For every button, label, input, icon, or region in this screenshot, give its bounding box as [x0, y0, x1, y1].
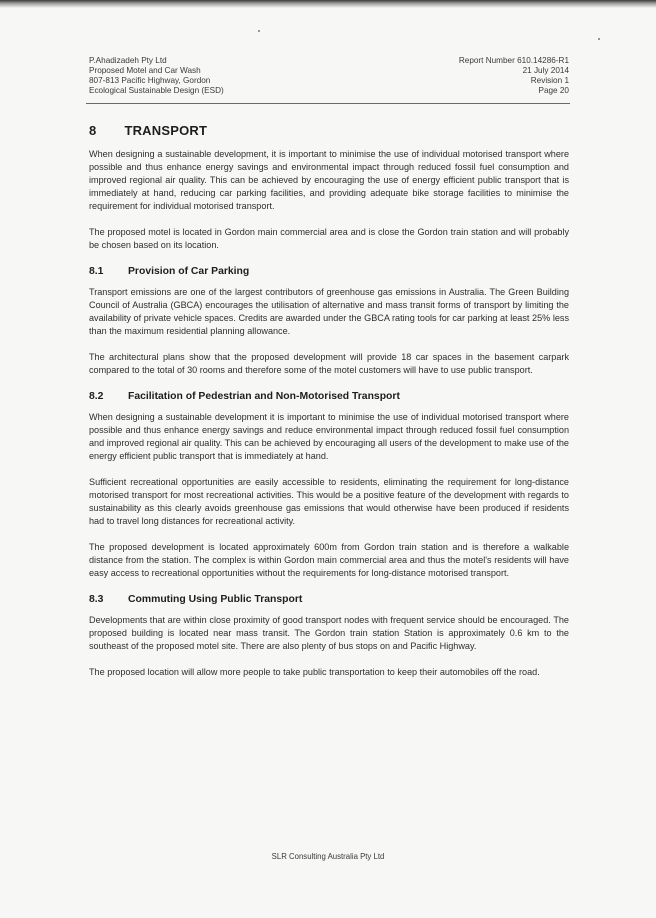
section-title: TRANSPORT [124, 123, 208, 138]
paragraph: The architectural plans show that the proposed development will provide 18 car spaces in the basement carpark compared to the total of 30 rooms and therefore some of the motel customers will have to use public transport. [89, 352, 569, 375]
paragraph: When designing a sustainable development, it is important to minimise the use of individual motorised transport where possible and thus enhance energy savings and environmental impact through reduced fossil fuel consumption and improved regional air quality. This can be achieved by encouraging the use of energy efficient public transport that is immediately at hand, reducing car parking facilities, and providing adequate bike storage facilities to minimise the requirement for individual motorised transport. [89, 149, 569, 211]
header-divider [86, 103, 570, 104]
header-page-number: Page 20 [538, 86, 569, 95]
subsection-heading [89, 390, 569, 403]
header-address: 807-813 Pacific Highway, Gordon [89, 76, 211, 85]
subsection-title: Commuting Using Public Transport [128, 594, 303, 605]
paragraph: The proposed development is located approximately 600m from Gordon train station and is therefore a walkable distance from the station. The complex is within Gordon main commercial area and thus the motel's residents will have easy access to recreational opportunities without the requirements for long-distance motorised transport. [89, 542, 569, 578]
paragraph: When designing a sustainable development it is important to minimise the use of individual motorised transport where possible and thus enhance energy savings and reduce environmental impact through reduced fossil fuel consumption and improved regional air quality. This can be achieved by encouraging all users of the development to make use of the energy efficient public transport that is immediately at hand. [89, 412, 569, 461]
paragraph: Sufficient recreational opportunities are easily accessible to residents, eliminating the requirement for long-distance motorised transport for most recreational activities. This would be a positive feature of the development with regards to sustainability as this clearly avoids greenhouse gas emissions that would otherwise have been produced if residents had to travel long distances for recreational activity. [89, 477, 569, 526]
subsection-title: Facilitation of Pedestrian and Non-Motorised Transport [128, 391, 400, 402]
subsection-heading [89, 593, 569, 606]
page-body [89, 124, 569, 692]
paragraph: Transport emissions are one of the largest contributors of greenhouse gas emissions in Australia. The Green Building Council of Australia (GBCA) encourages the utilisation of alternative and mass transit forms of transport by limiting the availability of private vehicle spaces. Credits are awarded under the GBCA rating tools for car parking at least 25% less than the maximum residential planning allowance. [89, 287, 569, 336]
header-company: P.Ahadizadeh Pty Ltd [89, 56, 167, 65]
scan-speck [598, 38, 600, 40]
header-revision: Revision 1 [530, 76, 569, 85]
section-heading [89, 124, 569, 137]
header-project: Proposed Motel and Car Wash [89, 66, 201, 75]
subsection-title: Provision of Car Parking [128, 266, 250, 277]
section-number: 8 [89, 123, 97, 138]
subsection-number: 8.2 [89, 391, 104, 402]
paragraph: The proposed motel is located in Gordon main commercial area and is close the Gordon train station and will probably be chosen based on its location. [89, 227, 569, 250]
header-report-type: Ecological Sustainable Design (ESD) [89, 86, 224, 95]
subsection-number: 8.3 [89, 594, 104, 605]
page-footer: SLR Consulting Australia Pty Ltd [271, 852, 385, 861]
header-date: 21 July 2014 [522, 66, 569, 75]
scan-speck [258, 30, 260, 32]
scan-top-edge [0, 0, 656, 8]
header-report-number: Report Number 610.14286-R1 [458, 56, 569, 65]
paragraph: The proposed location will allow more people to take public transportation to keep their automobiles off the road. [89, 667, 540, 677]
subsection-heading [89, 265, 569, 278]
header-left-block [89, 56, 224, 96]
header-right-block [459, 56, 569, 96]
paragraph: Developments that are within close proximity of good transport nodes with frequent service should be encouraged. The proposed building is located near mass transit. The Gordon train station Station is approximately 0.6 km to the southeast of the proposed motel site. There are also plenty of bus stops on and Pacific Highway. [89, 615, 569, 651]
subsection-number: 8.1 [89, 266, 104, 277]
